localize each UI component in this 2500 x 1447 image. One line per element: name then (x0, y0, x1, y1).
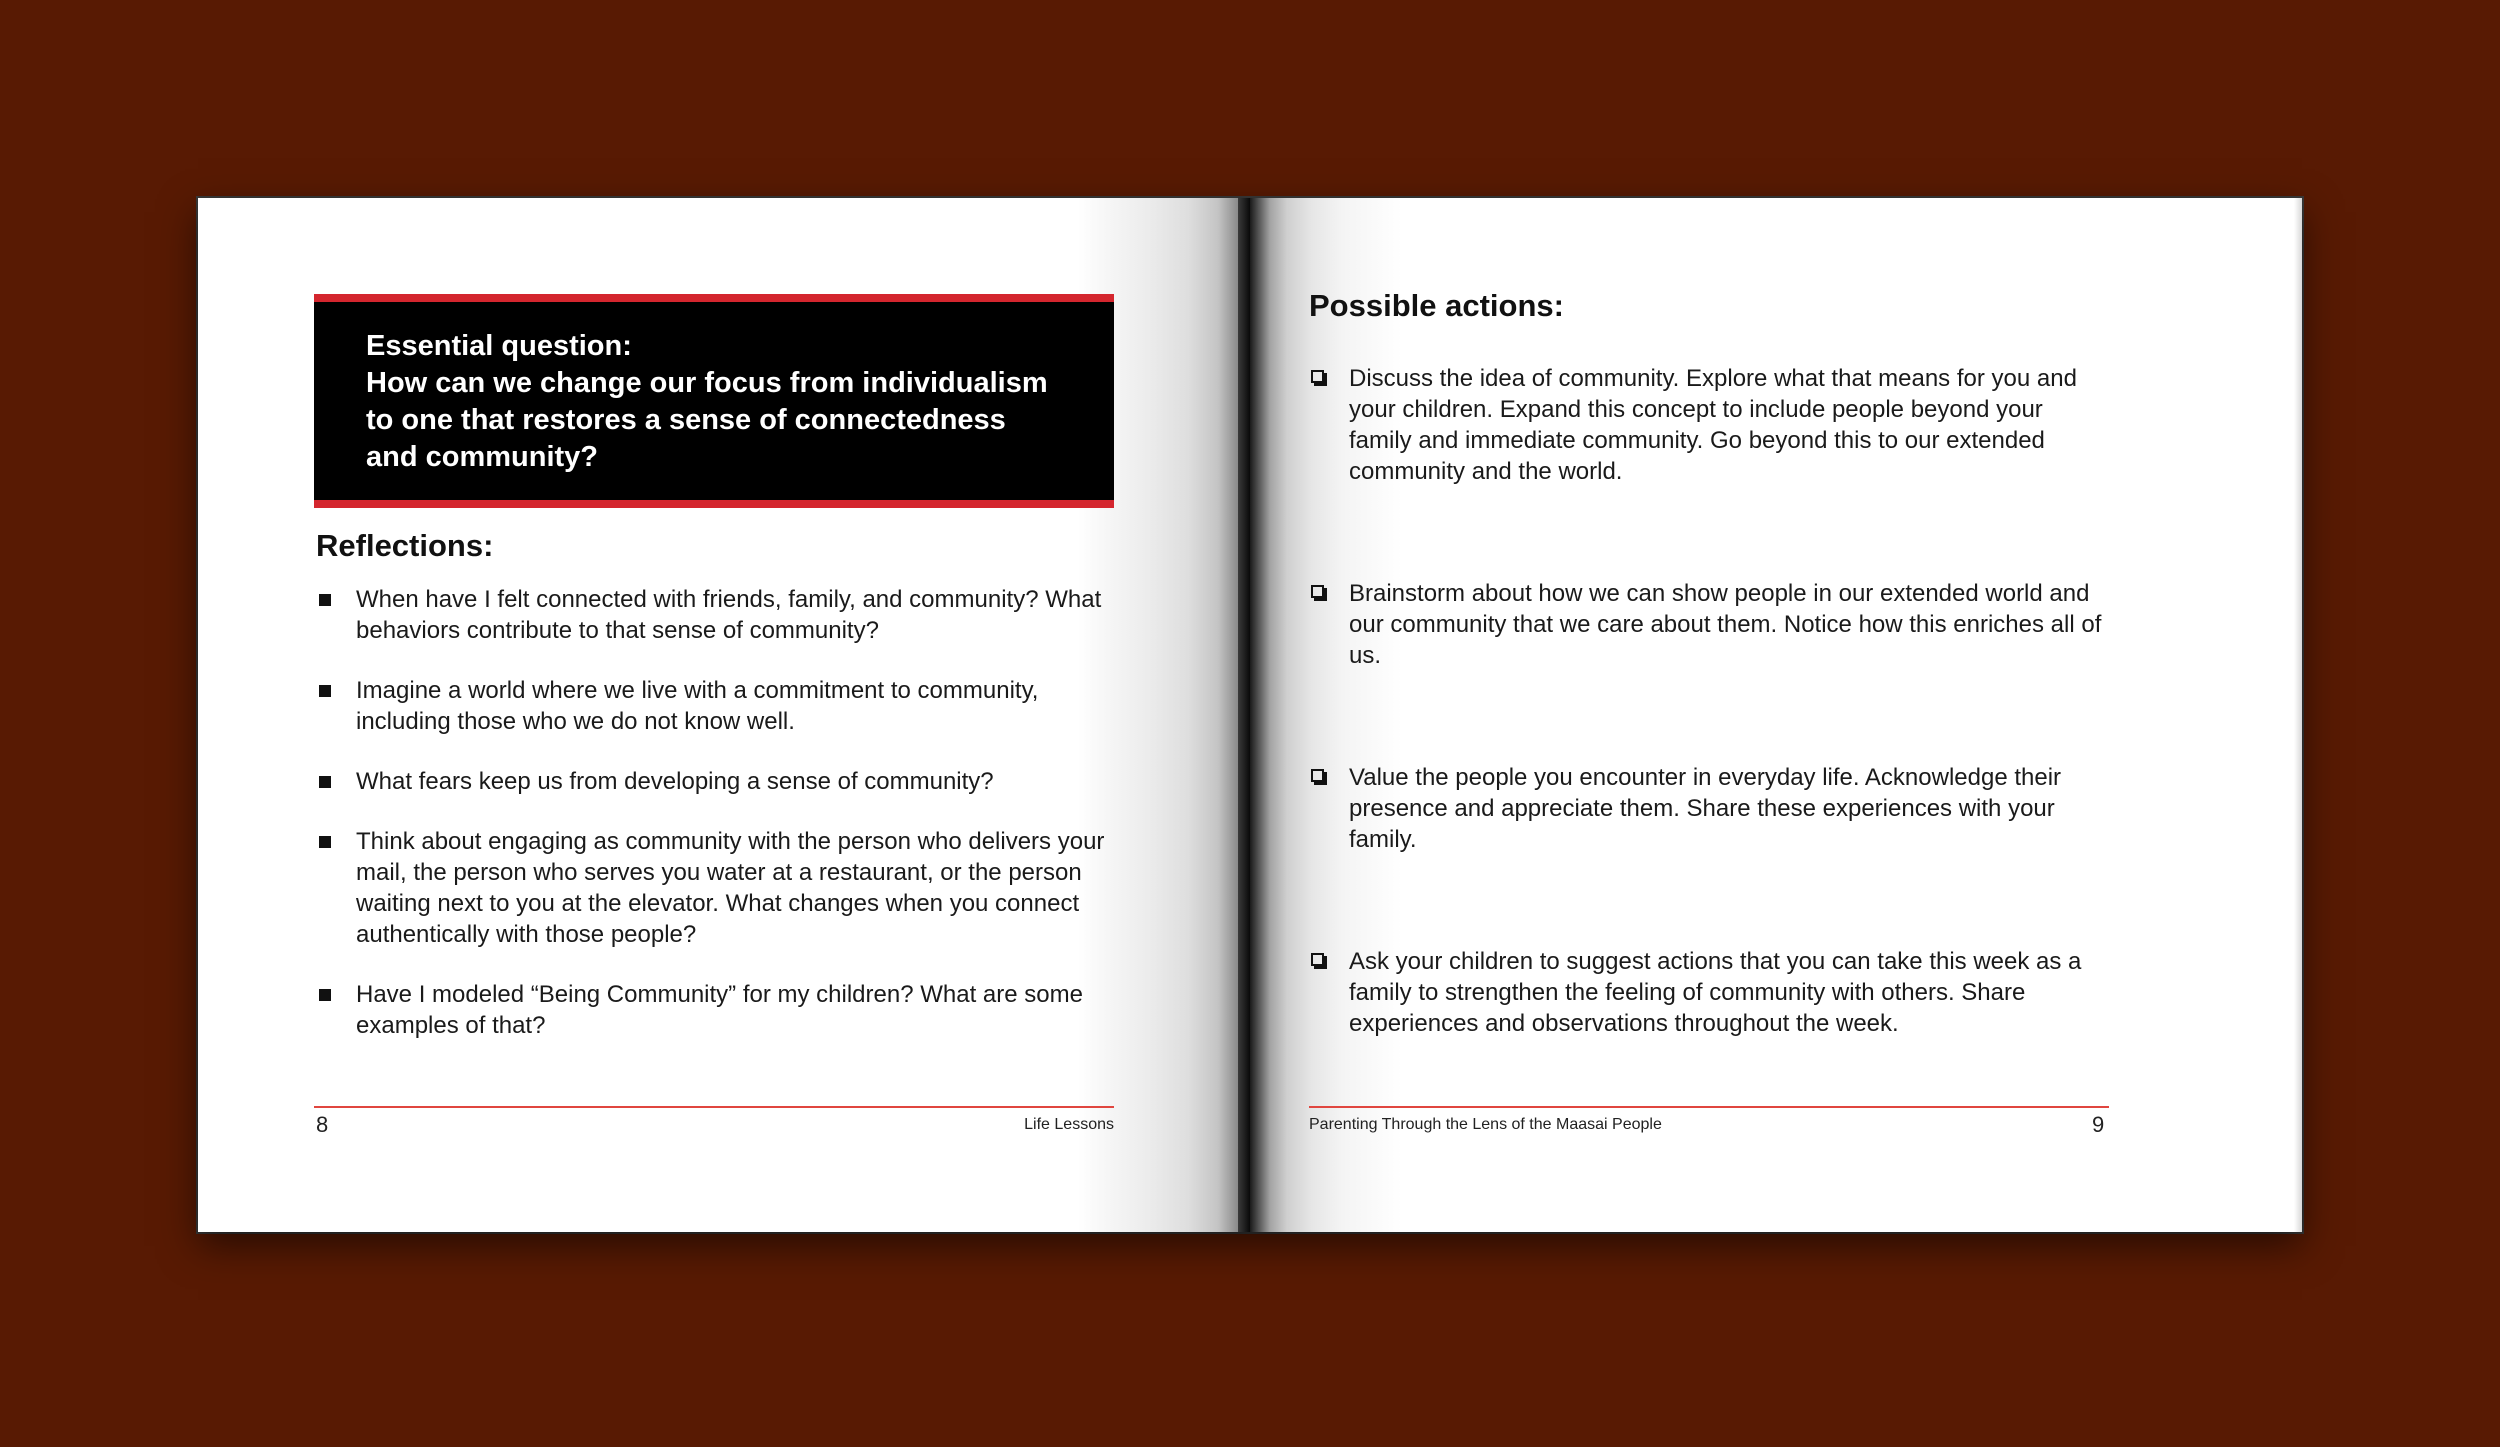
reflection-text: Imagine a world where we live with a commitment to community, including those who we do not know well. (356, 677, 1039, 735)
action-text: Brainstorm about how we can show people in our extended world and our community that we care about them. Notice how this enriches all of us. (1349, 580, 2102, 669)
reflection-text: What fears keep us from developing a sense of community? (356, 768, 994, 795)
page-number: 9 (2092, 1112, 2105, 1137)
essential-question-label: Essential question: (366, 330, 632, 362)
reflection-text: When have I felt connected with friends, family, and community? What behaviors contribute to that sense of community? (356, 586, 1102, 644)
checkbox-icon (1311, 953, 1324, 966)
right-page (1250, 198, 2302, 1232)
left-page (198, 198, 1250, 1232)
list-item (1309, 578, 2109, 671)
running-footer-title: Parenting Through the Lens of the Maasai People (1309, 1116, 1662, 1133)
possible-actions-heading: Possible actions: (1309, 288, 1564, 323)
reflections-list (316, 584, 1116, 1070)
list-item (1309, 363, 2109, 487)
list-item (316, 584, 1116, 646)
square-bullet-icon (319, 594, 331, 606)
reflections-heading: Reflections: (316, 528, 494, 563)
list-item (316, 675, 1116, 737)
page-number: 8 (316, 1112, 329, 1137)
action-text: Value the people you encounter in everyday life. Acknowledge their presence and appreciate them. Share these experiences with your family. (1349, 764, 2062, 853)
footer-rule (314, 1106, 1114, 1108)
running-footer-title: Life Lessons (1024, 1116, 1114, 1133)
square-bullet-icon (319, 989, 331, 1001)
action-text: Ask your children to suggest actions that you can take this week as a family to strengthen the feeling of community with others. Share experiences and observations throughout the week. (1349, 948, 2082, 1037)
square-bullet-icon (319, 836, 331, 848)
open-book (198, 198, 2302, 1232)
list-item (1309, 946, 2109, 1039)
essential-question-box (314, 294, 1114, 508)
reflection-text: Think about engaging as community with the person who delivers your mail, the person who serves you water at a restaurant, or the person waiting next to you at the elevator. What changes when you connect authentically with those people? (356, 828, 1105, 948)
action-text: Discuss the idea of community. Explore what that means for you and your children. Expand this concept to include people beyond your family and immediate community. Go beyond this to our extended community and the world. (1349, 365, 2077, 485)
checkbox-icon (1311, 370, 1324, 383)
square-bullet-icon (319, 685, 331, 697)
square-bullet-icon (319, 776, 331, 788)
checkbox-icon (1311, 769, 1324, 782)
footer-rule (1309, 1106, 2109, 1108)
list-item (316, 826, 1116, 950)
reflection-text: Have I modeled “Being Community” for my children? What are some examples of that? (356, 981, 1083, 1039)
essential-question-text: How can we change our focus from individualism to one that restores a sense of connectedness and community? (366, 367, 1048, 473)
list-item (316, 766, 1116, 797)
list-item (316, 979, 1116, 1041)
checkbox-icon (1311, 585, 1324, 598)
list-item (1309, 762, 2109, 855)
